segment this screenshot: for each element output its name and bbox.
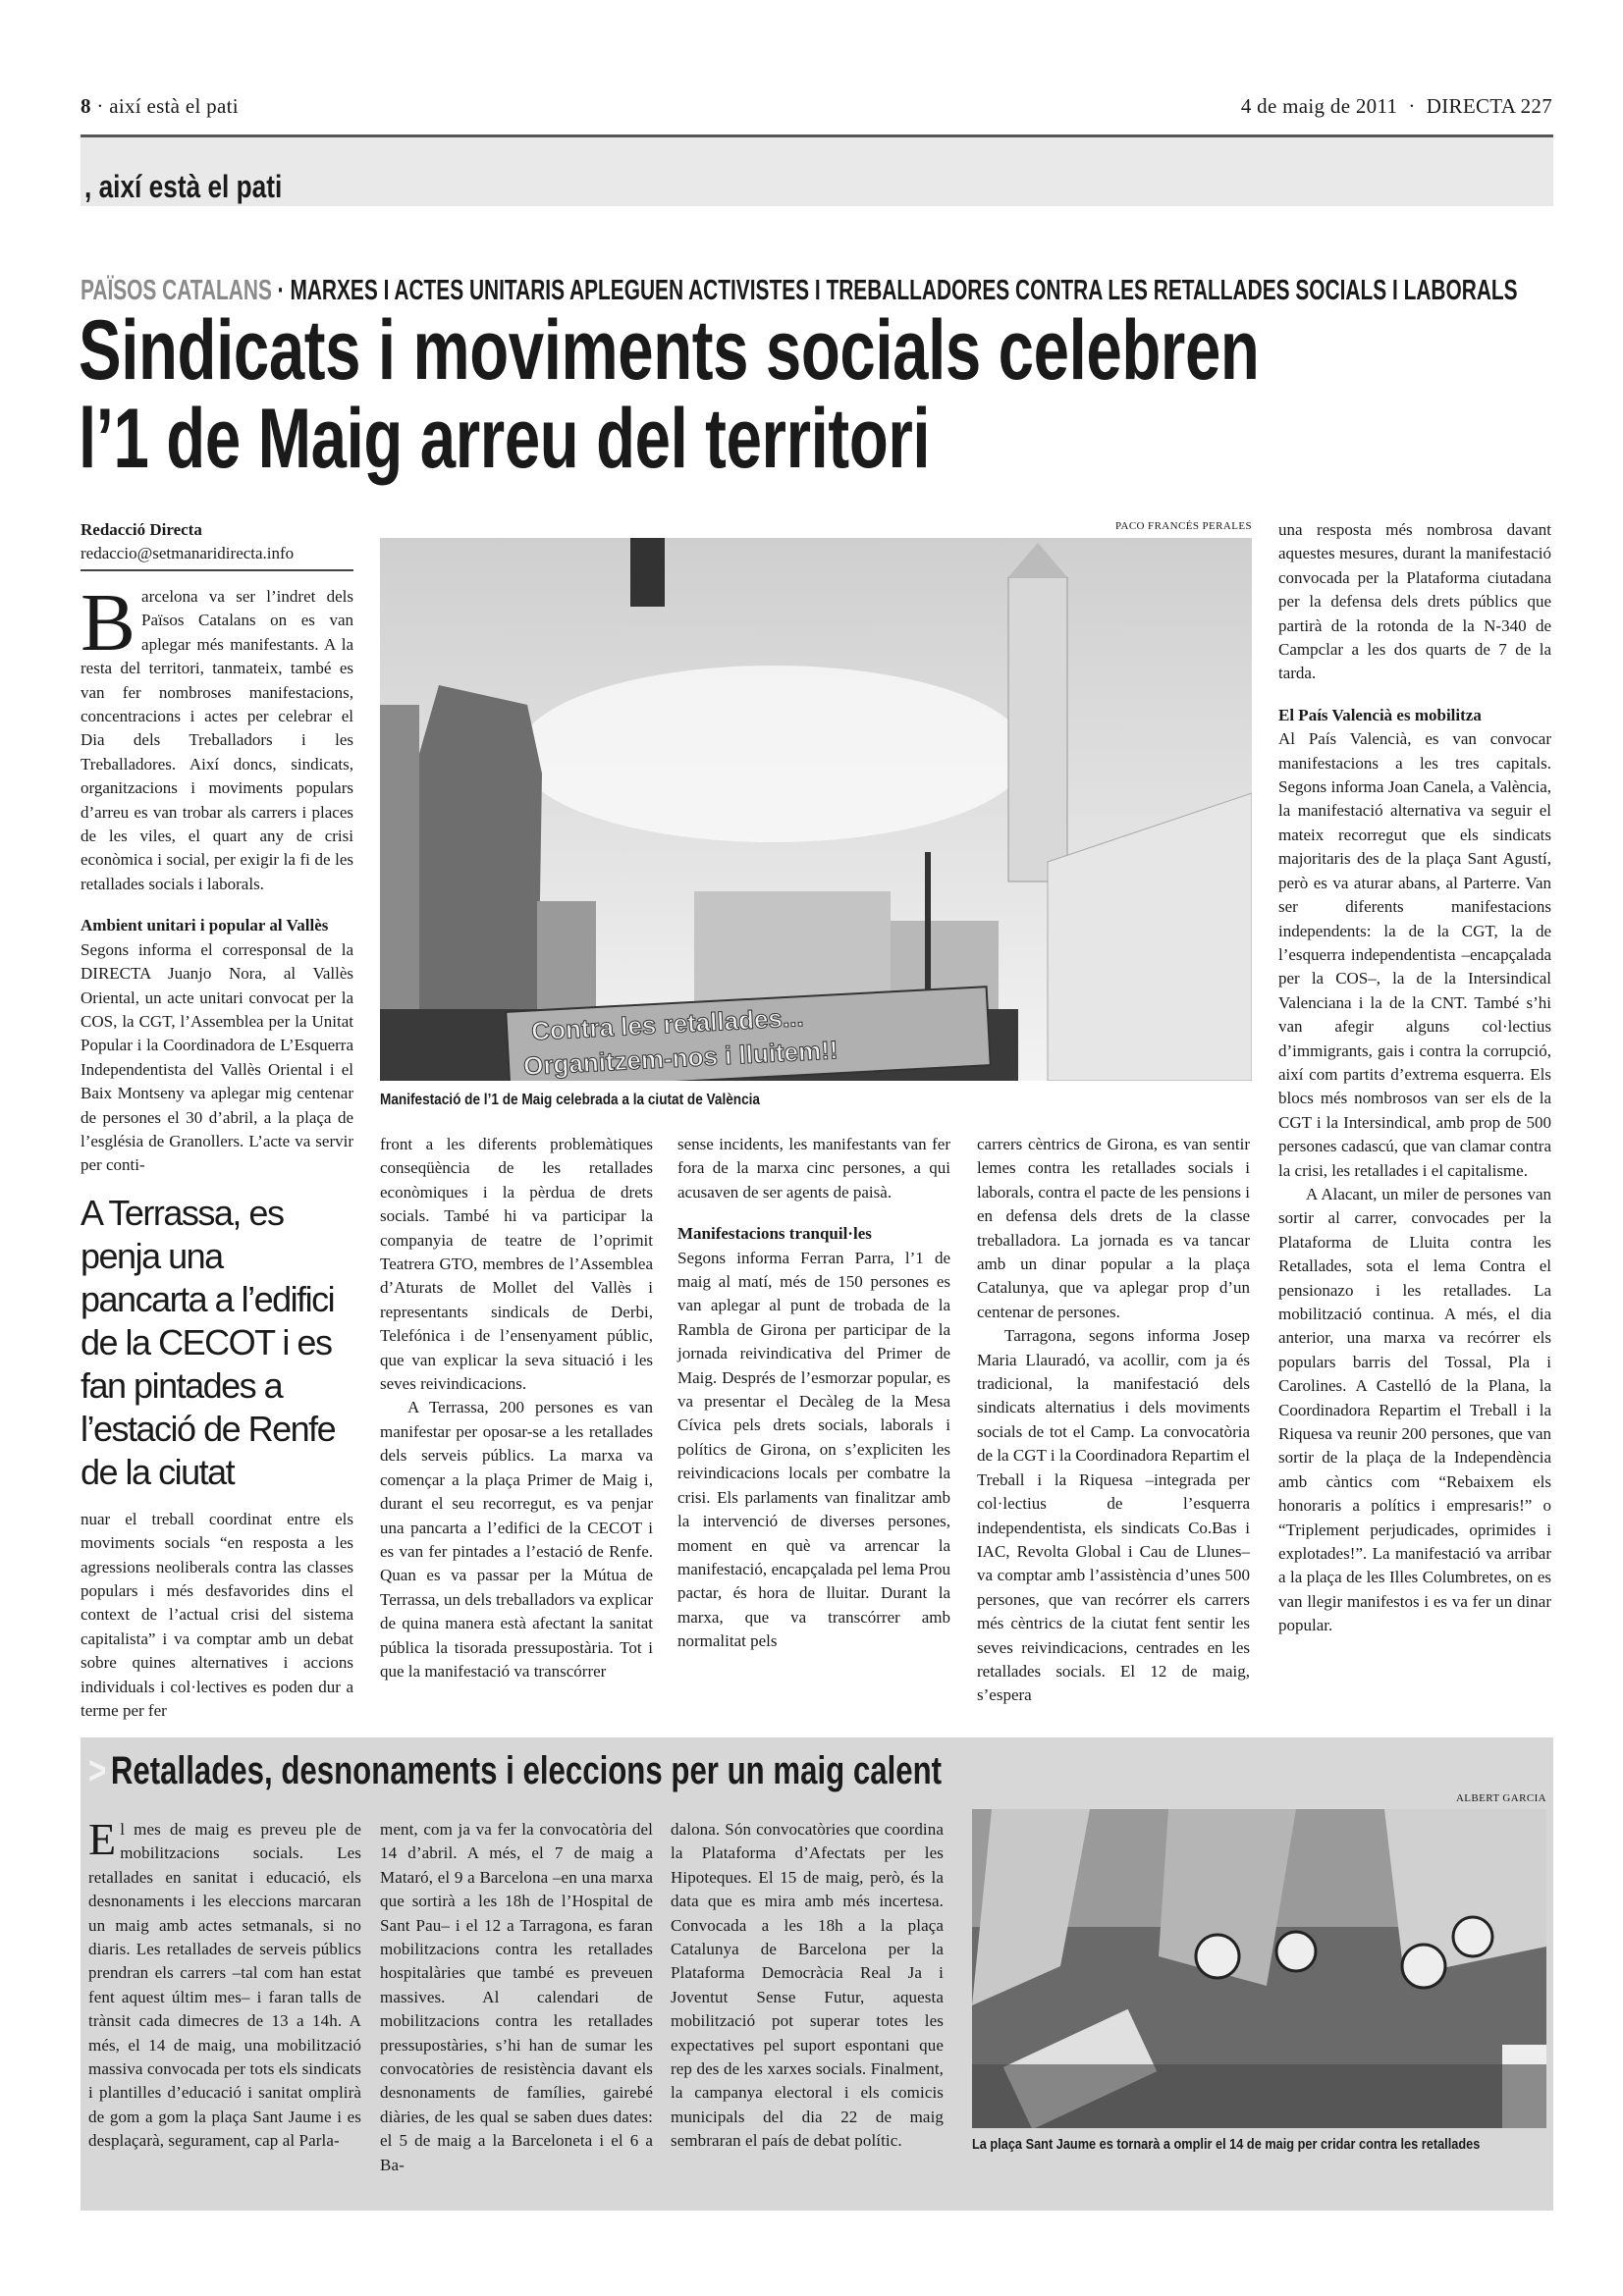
- photo-caption: Manifestació de l’1 de Maig celebrada a la ciutat de València: [380, 1092, 761, 1108]
- article-column-1: [81, 577, 353, 1723]
- paragraph: Al País Valencià, es van convocar manifestacions a les tres capitals. Segons informa Joan Canela, a València, la manifestació alternativa va seguir el mateix recorregut que els sindicats majoritaris des de la plaça Sant Agustí, però es va aturar abans, al Parterre. Van ser diferents manifestacions independents: la de la CGT, la de l’esquerra independentista –encapçalada per la COS–, la de la Intersindical Valenciana i la de la CNT. També s’hi van afegir alguns col·lectius d’immigrants, gais i contra la corrupció, així com partits d’extrema esquerra. Els blocs més nombrosos van ser els de la CGT i la Intersindical, amb prop de 500 persones cadascú, que van clamar contra la crisi, les retallades i el capitalisme.: [1278, 729, 1551, 1180]
- paragraph: A Alacant, un miler de persones van sortir al carrer, convocades per la Plataforma de Lluita contra les Retallades, sota el lema Contra el pensionazo i les retallades. La mobilització continua. A més, el dia anterior, una marxa va recórrer els populars barris del Tossal, Pla i Carolines. A Castelló de la Plana, la Coordinadora Repartim el Treball i la Riquesa va reunir 200 persones, que van sortir de la plaça de la Independència amb càntics com “Rebaixem els honoraris a polítics i empresaris!” o “Triplement perjudicades, oprimides i explotades!”. La manifestació va arribar a la plaça de les Illes Columbretes, on es van llegir manifestos i es va fer un dinar popular.: [1278, 1184, 1551, 1635]
- banner-line-2: Organitzem-nos i lluitem!!: [522, 1035, 839, 1081]
- headline-line-1: Sindicats i moviments socials celebren: [79, 303, 1260, 398]
- article-column-2: [380, 1133, 653, 1683]
- byline: [81, 518, 353, 571]
- paragraph: sense incidents, les manifestants van fer fora de la marxa cinc persones, a qui acusaven de ser agents de paisà.: [677, 1135, 950, 1201]
- sidebar-photo: [972, 1809, 1546, 2128]
- byline-email[interactable]: redaccio@setmanaridirecta.info: [81, 544, 295, 562]
- banner-line-1: Contra les retallades...: [530, 1002, 805, 1046]
- paragraph: nuar el treball coordinat entre els moviments socials “en resposta a les agressions neoliberals contra las classes populars i més desfavorides dins el context de l’actual crisi del sistema capitalista” i va comptar amb un debat sobre quines alternatives i accions individuals i col·lectives es poden dur a terme per fer: [81, 1509, 353, 1720]
- article-column-3: [677, 1133, 950, 1654]
- subhead-pais-valencia: El País Valencià es mobilitza: [1278, 705, 1482, 724]
- article-column-5: [1278, 518, 1551, 1638]
- arrow-icon: >: [88, 1749, 107, 1792]
- byline-name: Redacció Directa: [81, 520, 202, 539]
- page-folio-left: [81, 94, 239, 119]
- article-headline: [79, 303, 1260, 486]
- sidebar-title: [88, 1749, 942, 1793]
- drop-cap: B: [81, 577, 136, 668]
- paragraph: carrers cèntrics de Girona, es van sentir lemes contra les retallades socials i laborals, contra el pacte de les pensions i en defensa dels drets de la classe treballadora. La jornada es va tancar amb un dinar popular a la plaça Catalunya, que va aplegar prop d’un centenar de persones.: [977, 1135, 1250, 1321]
- crowd-photo: [972, 1809, 1546, 2128]
- issue-date: 4 de maig de 2011: [1240, 94, 1398, 118]
- paragraph: dalona. Són convocatòries que coordina la Plataforma d’Afectats per les Hipoteques. El 15 de maig, però, és la data que es mira amb més incertesa. Convocada a les 18h a la plaça Catalunya de Barcelona per la Plataforma Democràcia Real Ja i Joventut Sense Futur, aquesta mobilització pot superar totes les expectatives pel suport espontani que rep des de les xarxes socials. Finalment, la campanya electoral i els comicis municipals del dia 22 de maig sembraran el país de debat polític.: [671, 1820, 944, 2151]
- kicker-text: · MARXES I ACTES UNITARIS APLEGUEN ACTIVISTES I TREBALLADORES CONTRA LES RETALLADES SOCIALS I LABORALS: [271, 275, 1518, 306]
- page-folio-right: [1241, 94, 1552, 119]
- article-column-4: [977, 1133, 1250, 1708]
- subhead-valles: Ambient unitari i popular al Vallès: [81, 916, 329, 935]
- paragraph: una resposta més nombrosa davant aquestes mesures, durant la manifestació convocada per la Plataforma ciutadana per la defensa dels drets públics que partirà de la rotonda de la N-340 de Campclar a les dos quarts de 7 de la tarda.: [1278, 520, 1551, 683]
- paragraph: A Terrassa, 200 persones es van manifestar per oposar-se a les retallades dels serveis públics. La marxa va començar a la plaça Primer de Maig i, durant el seu recorregut, es va penjar una pancarta a l’edifici de la CECOT i es van fer pintades a l’estació de Renfe. Quan es va passar per la Mútua de Terrassa, un dels treballadors va explicar de quina manera està afectant la sanitat pública la tisorada pressupostària. Tot i que la manifestació va transcórrer: [380, 1398, 653, 1681]
- intro-paragraph: arcelona va ser l’indret dels Països Catalans on es van aplegar més manifestants. A la resta del territori, tanmateix, també es van fer nombroses manifestacions, concentracions i actes per celebrar el Dia dels Treballadors i les Treballadores. Així doncs, sindicats, organitzacions i moviments populars d’arreu es van trobar als carrers i places de les viles, el quart any de crisi econòmica i social, per exigir la fi de les retallades socials i laborals.: [81, 587, 353, 893]
- section-band: [81, 137, 1553, 206]
- sidebar-photo-caption: La plaça Sant Jaume es tornarà a omplir el 14 de maig per cridar contra les retallades: [972, 2136, 1481, 2153]
- kicker-region: PAÏSOS CATALANS: [81, 275, 272, 306]
- demonstration-photo: [380, 538, 1252, 1081]
- pull-quote: A Terrassa, es penja una pancarta a l’edifici de la CECOT i es fan pintades a l’estació de Renfe de la ciutat: [81, 1192, 336, 1492]
- drop-cap: E: [88, 1814, 117, 1864]
- page-number: 8: [81, 94, 91, 118]
- paragraph: front a les diferents problemàtiques conseqüència de les retallades econòmiques i la pèrdua de drets socials. També hi va participar la companyia de teatre de l’oprimit Teatrera GTO, membres de l’Assemblea d’Aturats de Mollet del Vallès i representants sindicals de Derbi, Telefónica i de l’ensenyament públic, que van explicar la seva situació i les seves reivindicacions.: [380, 1135, 653, 1394]
- sidebar-column-1: [88, 1814, 361, 2154]
- main-photo: [380, 538, 1252, 1081]
- subhead-girona: Manifestacions tranquil·les: [677, 1224, 872, 1244]
- sidebar-column-2: [380, 1818, 653, 2177]
- paragraph: ment, com ja va fer la convocatòria del 14 d’abril. A més, el 7 de maig a Mataró, el 9 a Barcelona –en una marxa que sortirà a les 18h de l’Hospital de Sant Pau– i el 12 a Tarragona, es faran mobilitzacions contra les retallades hospitalàries que també es preveuen massives. Al calendari de mobilitzacions contra les retallades pressupostàries, s’hi han de sumar les convocatòries de resistència davant els desnonaments de famílies, gairebé diàries, de les qual se saben dues dates: el 5 de maig a la Barceloneta i el 6 a Ba-: [380, 1820, 653, 2174]
- headline-line-2: l’1 de Maig arreu del territori: [79, 392, 931, 486]
- paragraph: Segons informa el corresponsal de la DIRECTA Juanjo Nora, al Vallès Oriental, un acte unitari convocat per la COS, la CGT, l’Assemblea per la Unitat Popular i la Coordinadora de L’Esquerra Independentista del Vallès Oriental i el Baix Montseny va aplegar mig centenar de persones el 30 d’abril, a la plaça de l’església de Granollers. L’acte va servir per conti-: [81, 939, 353, 1175]
- sidebar-title-text: Retallades, desnonaments i eleccions per un maig calent: [110, 1749, 943, 1792]
- paragraph: Segons informa Ferran Parra, l’1 de maig al matí, més de 150 persones es van aplegar al punt de trobada de la Rambla de Girona per participar de la jornada reivindicativa del Primer de Maig. Després de l’esmorzar popular, es va presentar el Decàleg de la Mesa Cívica pels drets socials, laborals i polítics de Girona, on s’expliciten les reivindicacions locals per combatre la crisi. Els parlaments van finalitzar amb la intervenció de diverses persones, moment en què va arrencar la manifestació, encapçalada pel lema Prou pactar, és hora de lluitar. Durant la marxa, que va transcórrer amb normalitat pels: [677, 1248, 950, 1651]
- section-band-title: , així està el pati: [84, 169, 283, 204]
- photo-credit: PACO FRANCÉS PERALES: [1114, 520, 1252, 532]
- section-name: · així està el pati: [96, 94, 239, 118]
- sidebar-photo-credit: ALBERT GARCIA: [1455, 1792, 1546, 1804]
- paragraph: l mes de maig es preveu ple de mobilitzacions socials. Les retallades en sanitat i educació, els desnonaments i les eleccions marcaran un maig amb actes setmanals, si no diaris. Les retallades de serveis públics prendran els carrers –tal com han estat fent aquest últim mes– i faran talls de trànsit cada dimecres de 13 a 14h. A més, el 14 de maig, una mobilització massiva convocada per tots els sindicats i plantilles d’educació i sanitat omplirà de gom a gom la plaça Sant Jaume i es desplaçarà, segurament, cap al Parla-: [88, 1820, 361, 2151]
- folio-separator: ·: [1408, 94, 1416, 118]
- paragraph: Tarragona, segons informa Josep Maria Llauradó, va acollir, com ja és tradicional, la manifestació dels sindicats alternatius i dels moviments socials de tot el Camp. La convocatòria de la CGT i la Coordinadora Repartim el Treball i la Riquesa –integrada per col·lectius de l’esquerra independentista, els sindicats Co.Bas i IAC, Revolta Global i Cau de Llunes– va comptar amb l’assistència d’unes 500 persones, que van recórrer els carrers més cèntrics de la ciutat fent sentir les seves reivindicacions, centrades en les retallades socials. El 12 de maig, s’espera: [977, 1326, 1250, 1705]
- sidebar-column-3: [671, 1818, 944, 2154]
- publication-issue: DIRECTA 227: [1426, 94, 1552, 118]
